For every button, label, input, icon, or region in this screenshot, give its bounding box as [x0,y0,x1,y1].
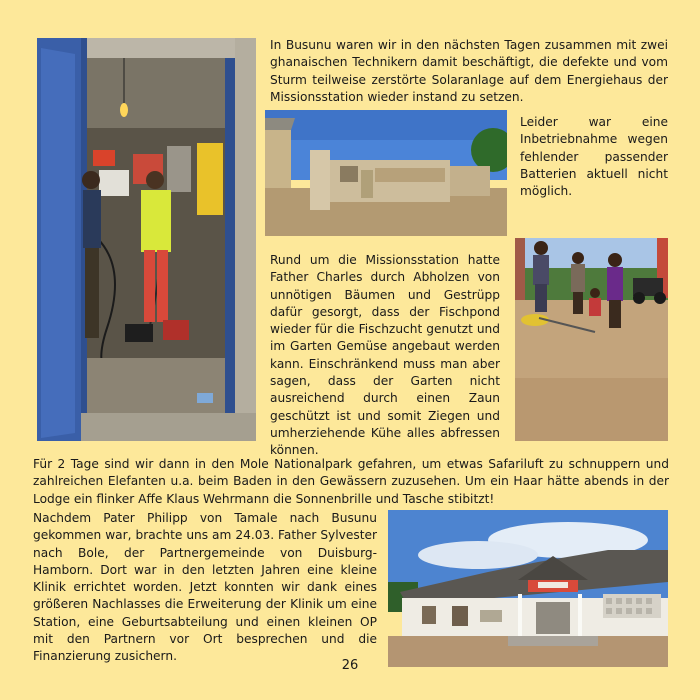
page-number: 26 [341,658,359,673]
intro-paragraph: In Busunu waren wir in den nächsten Tagen zusammen mit zwei ghanaischen Technikern damit beschäftigt, die defekte und vom Sturm teilweise zerstörte Solaranlage auf dem Energiehaus der Missionsstation wieder instand zu setzen. [270,38,668,104]
photo-clinic-bole [388,510,668,667]
national-park-paragraph: Für 2 Tage sind wir dann in den Mole Nationalpark gefahren, um etwas Safariluft zu schnuppern und zahlreichen Elefanten u.a. beim Baden in den Gewässern zuzusehen. Um ein Haar hätte abends in der Lodge ein flinker Affe Klaus Wehrmann die Sonnenbrille und Tasche stibitzt! [33,457,669,506]
battery-paragraph: Leider war eine Inbetriebnahme wegen fehlender passender Batterien aktuell nicht möglich. [520,115,668,199]
photo-damaged-wall-compound [265,110,507,236]
clinic-paragraph: Nachdem Pater Philipp von Tamale nach Busunu gekommen war, brachte uns am 24.03. Father Sylvester nach Bole, der Partnergemeinde von Duisburg-Hamborn. Dort war in den letzten Jahren eine kleine Klinik errichtet worden. Jetzt konnten wir dank eines größeren Nachlasses die Erweiterung der Klinik um eine Station, eine Geburtsabteilung und einen kleinen OP mit den Partnern vor Ort besprechen und die Finanzierung zusichern. [33,511,377,664]
photo-children-at-station [515,238,668,441]
photo-technicians-energy-house [37,38,256,441]
garden-paragraph: Rund um die Missionsstation hatte Father Charles durch Abholzen von unnötigen Bäumen und Gestrüpp dafür gesorgt, dass der Fischpond wieder für die Fischzucht genutzt und im Garten Gemüse angebaut werden kann. Einschränkend muss man aber sagen, dass der Garten nicht ausreichend durch einen Zaun geschützt ist und somit Ziegen und umherziehende Kühe alles abfressen können. [270,253,500,458]
